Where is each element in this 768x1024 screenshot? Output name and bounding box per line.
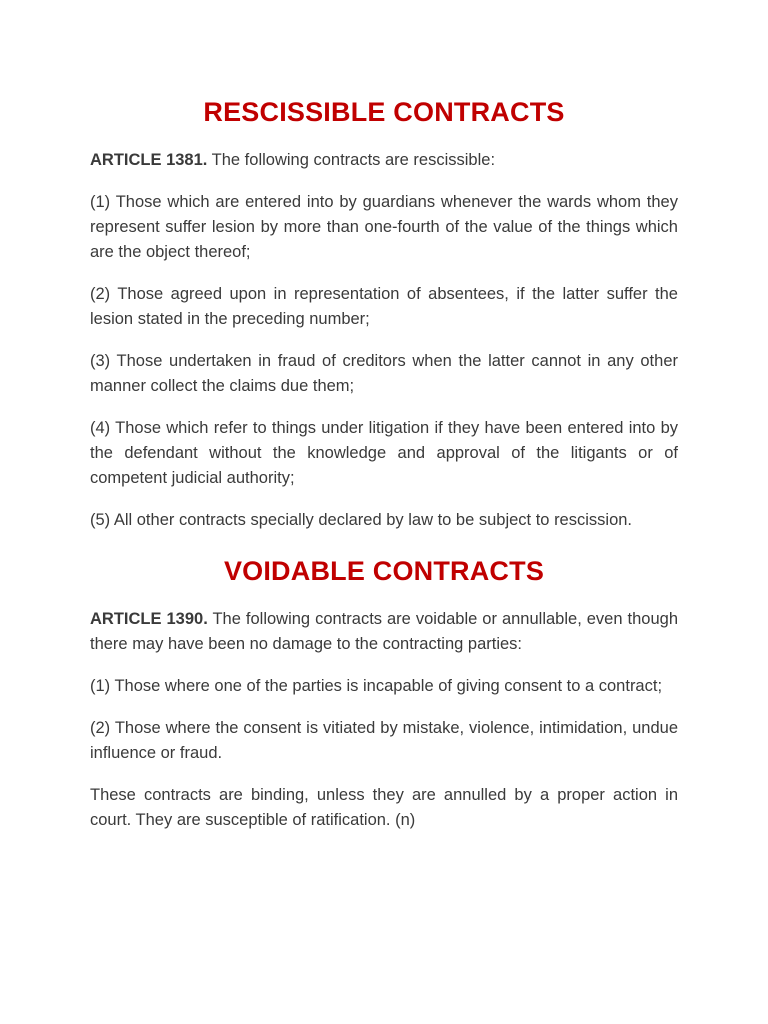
article-1381-paragraph <box>90 148 678 173</box>
article-1381-label: ARTICLE 1381. <box>90 151 208 169</box>
rescissible-heading: RESCISSIBLE CONTRACTS <box>203 97 565 127</box>
rescissible-item-5: (5) All other contracts specially declared by law to be subject to rescission. <box>90 511 633 529</box>
article-1390-label: ARTICLE 1390. <box>90 610 208 628</box>
voidable-heading: VOIDABLE CONTRACTS <box>223 556 545 586</box>
voidable-closing-paragraph: These contracts are binding, unless they are annulled by a proper action in court. They are susceptible of ratification. (n) <box>90 786 678 829</box>
rescissible-item-2: (2) Those agreed upon in representation of absentees, if the latter suffer the lesion stated in the preceding number; <box>90 285 678 328</box>
article-1381-text: The following contracts are rescissible: <box>207 151 496 169</box>
article-1390-text: The following contracts are voidable or annullable, even though there may have been no damage to the contracting parties: <box>90 610 678 653</box>
rescissible-item-4: (4) Those which refer to things under litigation if they have been entered into by the defendant without the knowledge and approval of the litigants or of competent judicial authority; <box>90 419 678 487</box>
rescissible-item-1: (1) Those which are entered into by guardians whenever the wards whom they represent suffer lesion by more than one-fourth of the value of the things which are the object thereof; <box>90 193 678 261</box>
article-1390-paragraph <box>90 607 678 657</box>
voidable-item-1: (1) Those where one of the parties is incapable of giving consent to a contract; <box>90 677 663 695</box>
voidable-item-2: (2) Those where the consent is vitiated by mistake, violence, intimidation, undue influence or fraud. <box>90 719 678 762</box>
rescissible-item-3: (3) Those undertaken in fraud of creditors when the latter cannot in any other manner collect the claims due them; <box>90 352 678 395</box>
